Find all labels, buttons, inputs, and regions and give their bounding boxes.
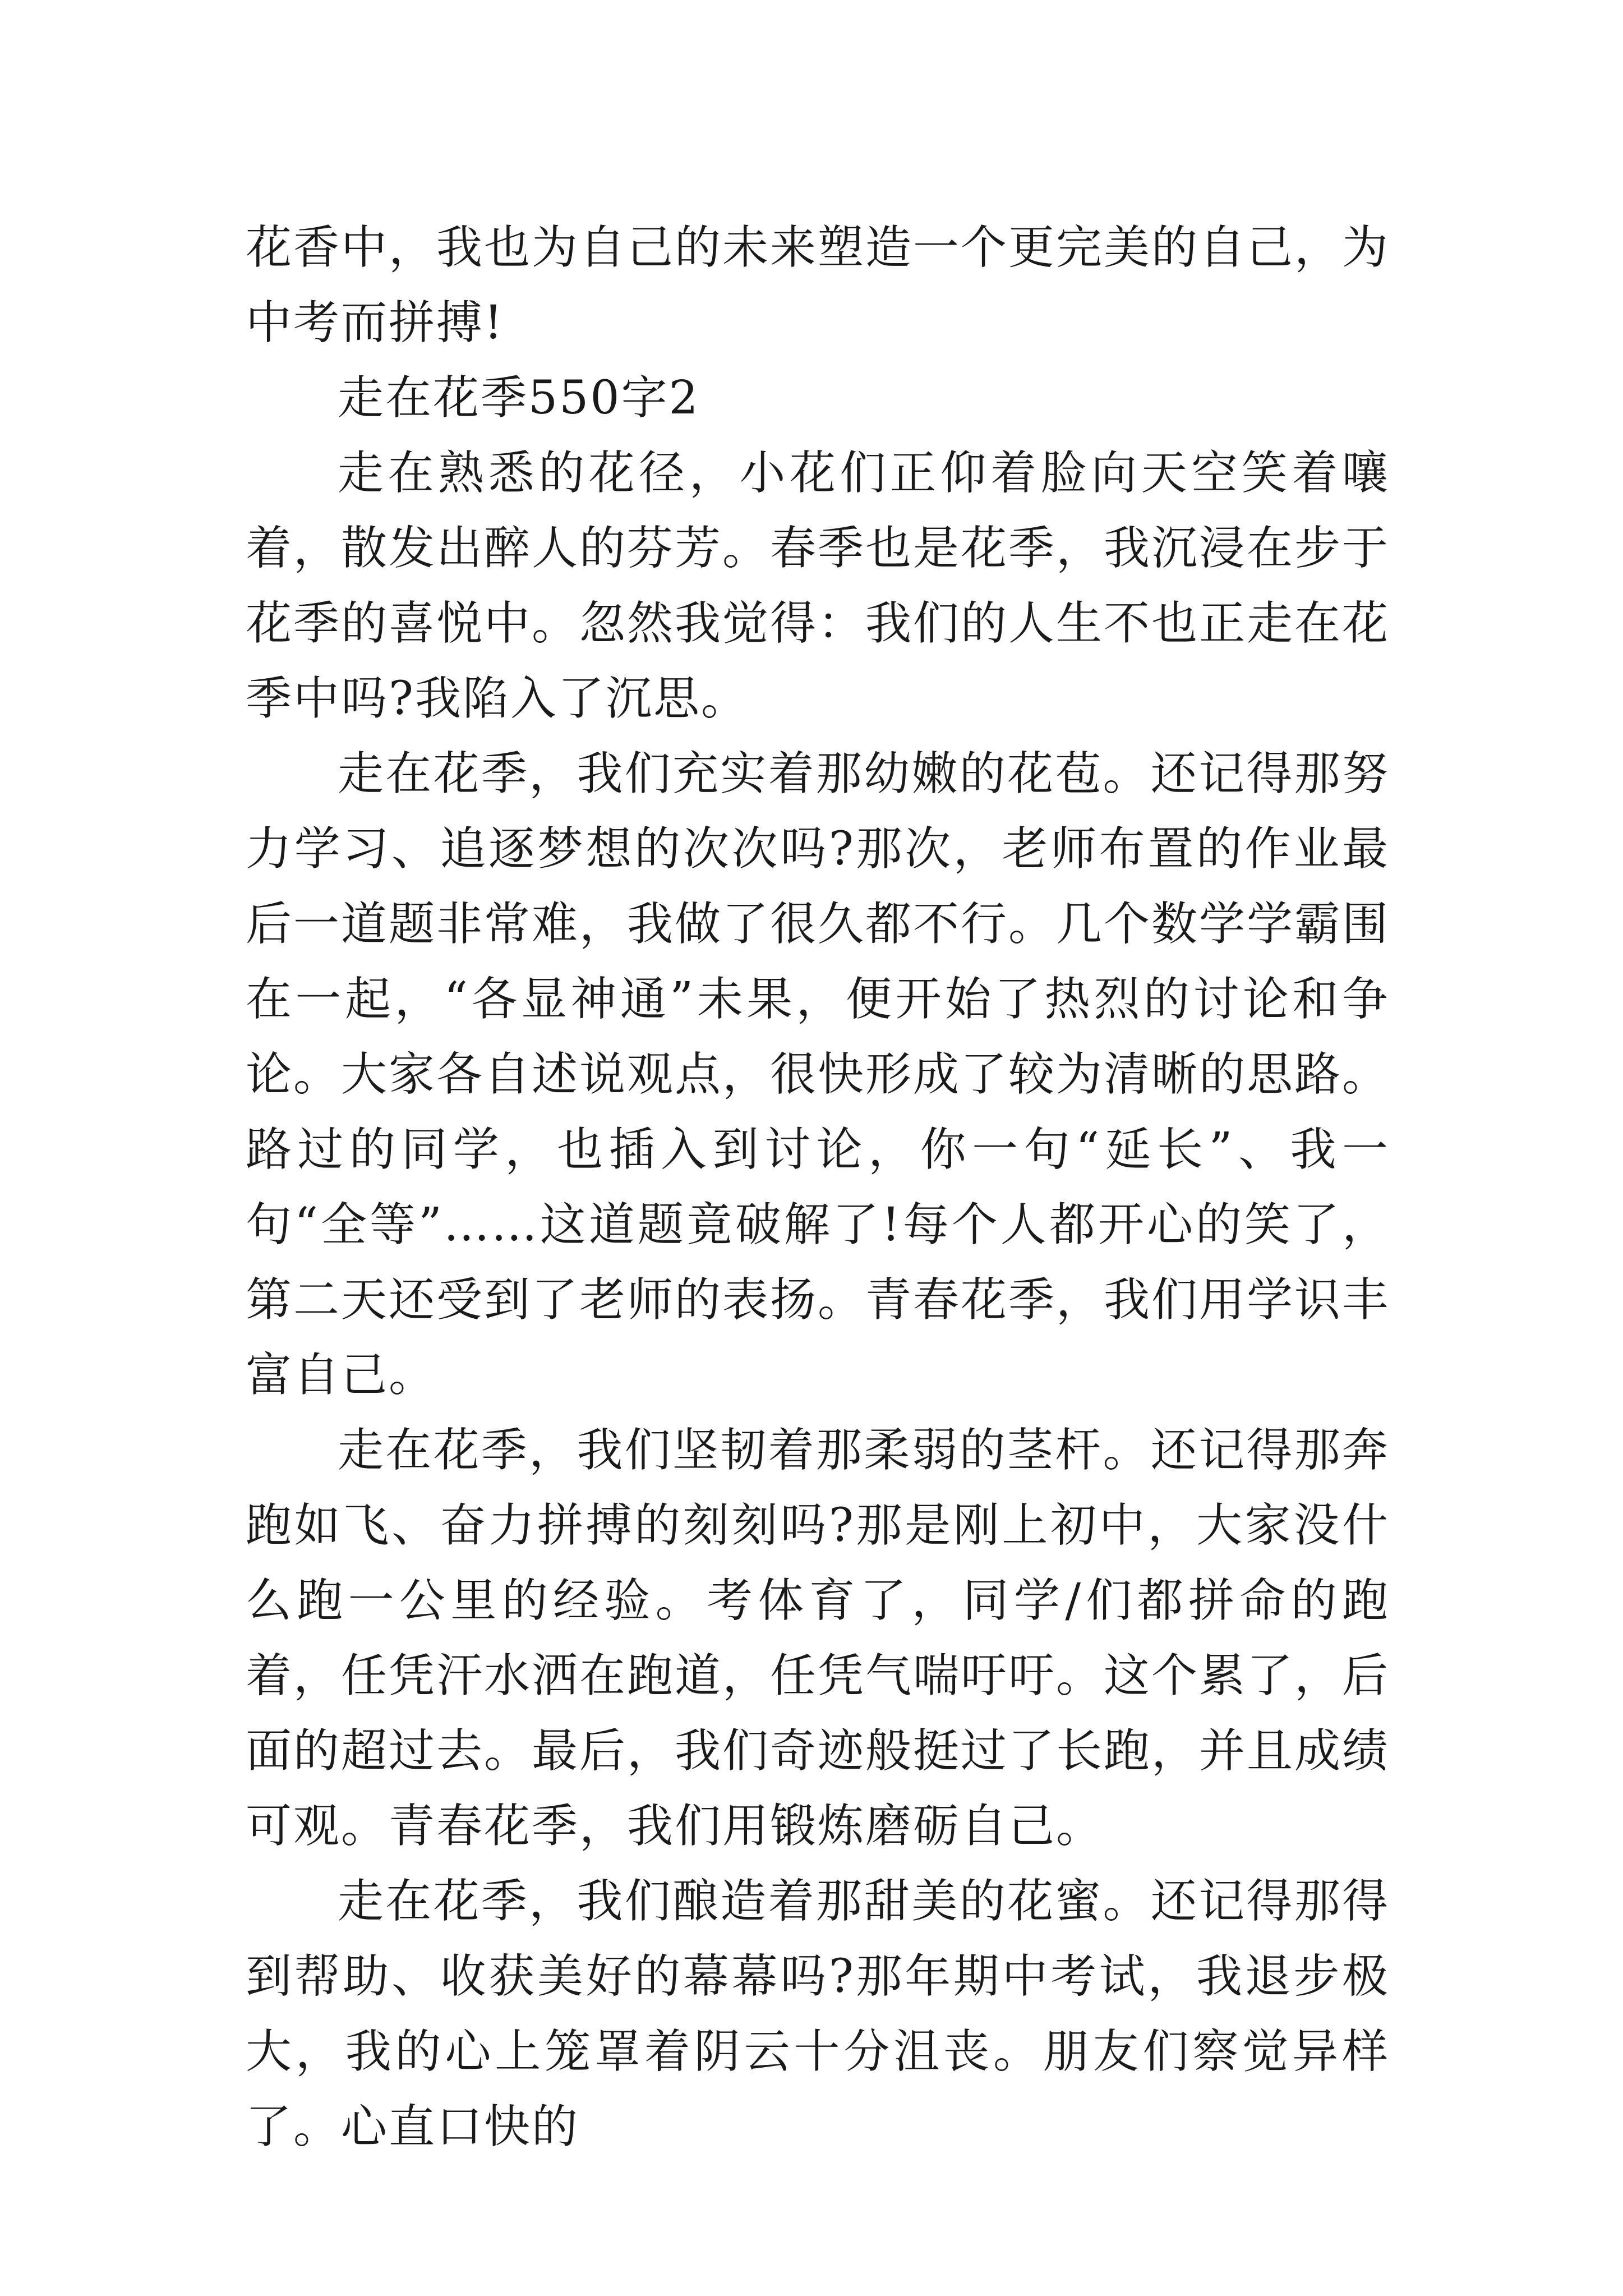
paragraph-2: 走在花季，我们充实着那幼嫩的花苞。还记得那努力学习、追逐梦想的次次吗?那次，老师布置的作业最后一道题非常难，我做了很久都不行。几个数学学霸围在一起，“各显神通”未果，便开始了热烈的讨论和争论。大家各自述说观点，很快形成了较为清晰的思路。路过的同学，也插入到讨论，你一句“延长”、我一句“全等”……这道题竟破解了!每个人都开心的笑了，第二天还受到了老师的表扬。青春花季，我们用学识丰富自己。 <box>246 747 1390 1402</box>
document-body <box>246 210 1390 2165</box>
section-title: 走在花季550字2 <box>338 371 700 425</box>
paragraph-1: 走在熟悉的花径，小花们正仰着脸向天空笑着嚷着，散发出醉人的芬芳。春季也是花季，我沉浸在步于花季的喜悦中。忽然我觉得：我们的人生不也正走在花季中吗?我陷入了沉思。 <box>246 447 1390 725</box>
paragraph-3: 走在花季，我们坚韧着那柔弱的茎杆。还记得那奔跑如飞、奋力拼搏的刻刻吗?那是刚上初中，大家没什么跑一公里的经验。考体育了，同学/们都拼命的跑着，任凭汗水洒在跑道，任凭气喘吁吁。这个累了，后面的超过去。最后，我们奇迹般挺过了长跑，并且成绩可观。青春花季，我们用锻炼磨砺自己。 <box>246 1424 1390 1853</box>
paragraph-4: 走在花季，我们酿造着那甜美的花蜜。还记得那得到帮助、收获美好的幕幕吗?那年期中考试，我退步极大，我的心上笼罩着阴云十分沮丧。朋友们察觉异样了。心直口快的 <box>246 1875 1390 2154</box>
continuation-paragraph: 花香中，我也为自己的未来塑造一个更完美的自己，为中考而拼搏! <box>246 221 1390 349</box>
